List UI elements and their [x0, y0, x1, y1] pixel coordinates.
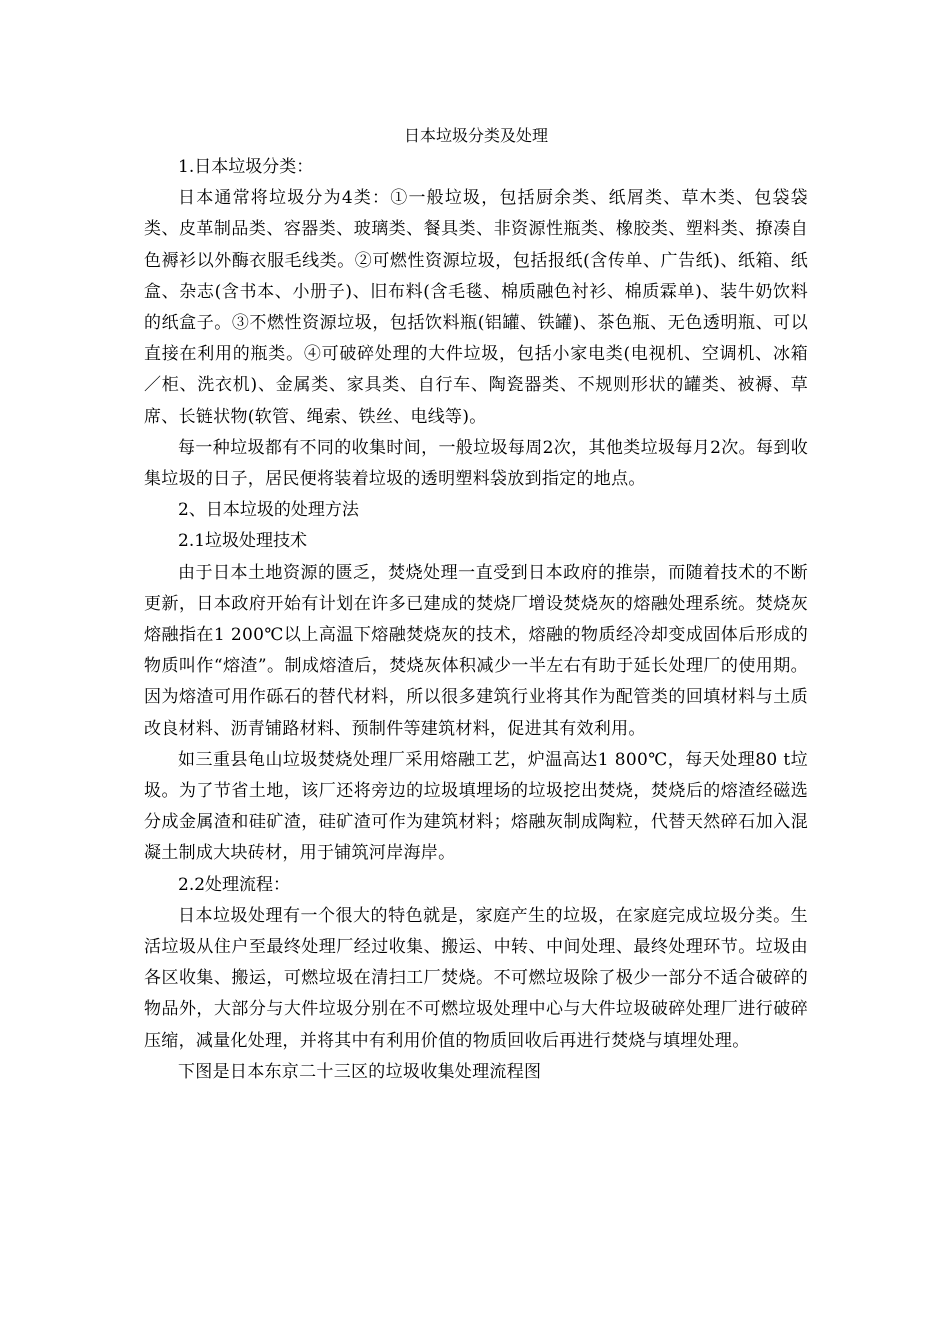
- subsection-heading-2-1: 2.1垃圾处理技术: [178, 531, 308, 552]
- document-title: 日本垃圾分类及处理: [403, 126, 548, 145]
- document-page: [144, 120, 808, 1088]
- section-heading-2: 2、日本垃圾的处理方法: [178, 500, 359, 521]
- paragraph-process-flow: 日本垃圾处理有一个很大的特色就是，家庭产生的垃圾，在家庭完成垃圾分类。生活垃圾从住户至最终处理厂经过收集、搬运、中转、中间处理、最终处理环节。垃圾由各区收集、搬运，可燃垃圾在清扫工厂焚烧。不可燃垃圾除了极少一部分不适合破碎的物品外，大部分与大件垃圾分别在不可燃垃圾处理中心与大件垃圾破碎处理厂进行破碎压缩，减量化处理，并将其中有利用价值的物质回收后再进行焚烧与填埋处理。: [144, 905, 808, 1051]
- paragraph-technology: 由于日本土地资源的匮乏，焚烧处理一直受到日本政府的推崇，而随着技术的不断更新，日本政府开始有计划在许多已建成的焚烧厂增设焚烧灰的熔融处理系统。焚烧灰熔融指在1 200℃以上高温下熔融焚烧灰的技术，熔融的物质经冷却变成固体后形成的物质叫作“熔渣”。制成熔渣后，焚烧灰体积减少一半左右有助于延长处理厂的使用期。因为熔渣可用作砾石的替代材料，所以很多建筑行业将其作为配管类的回填材料与土质改良材料、沥青铺路材料、预制件等建筑材料，促进其有效利用。: [144, 562, 808, 739]
- paragraph-figure-caption: 下图是日本东京二十三区的垃圾收集处理流程图: [178, 1061, 542, 1082]
- paragraph-collection-time: 每一种垃圾都有不同的收集时间，一般垃圾每周2次，其他类垃圾每月2次。每到收集垃圾的日子，居民便将装着垃圾的透明塑料袋放到指定的地点。: [144, 437, 808, 490]
- subsection-heading-2-2: 2.2处理流程：: [178, 874, 291, 895]
- paragraph-classification: 日本通常将垃圾分为4类：①一般垃圾，包括厨余类、纸屑类、草木类、包袋袋类、皮革制品类、容器类、玻璃类、餐具类、非资源性瓶类、橡胶类、塑料类、撩凑自色褥衫以外酶衣服毛线类。②可燃性资源垃圾，包括报纸(含传单、广告纸)、纸箱、纸盒、杂志(含书本、小册子)、旧布料(含毛毯、棉质融色衬衫、棉质霖单)、装牛奶饮料的纸盒子。③不燃性资源垃圾，包括饮料瓶(铝罐、铁罐)、茶色瓶、无色透明瓶、可以直接在利用的瓶类。④可破碎处理的大件垃圾，包括小家电类(电视机、空调机、冰箱／柜、洗衣机)、金属类、家具类、自行车、陶瓷器类、不规则形状的罐类、被褥、草席、长链状物(软管、绳索、铁丝、电线等)。: [144, 188, 808, 427]
- paragraph-kameyama-example: 如三重县龟山垃圾焚烧处理厂采用熔融工艺，炉温高达1 800℃，每天处理80 t垃圾。为了节省土地，该厂还将旁边的垃圾填埋场的垃圾挖出焚烧，焚烧后的熔渣经磁选分成金属渣和硅矿渣，硅矿渣可作为建筑材料；熔融灰制成陶粒，代替天然碎石加入混凝土制成大块砖材，用于铺筑河岸海岸。: [144, 749, 808, 864]
- section-heading-1: 1.日本垃圾分类：: [178, 157, 314, 177]
